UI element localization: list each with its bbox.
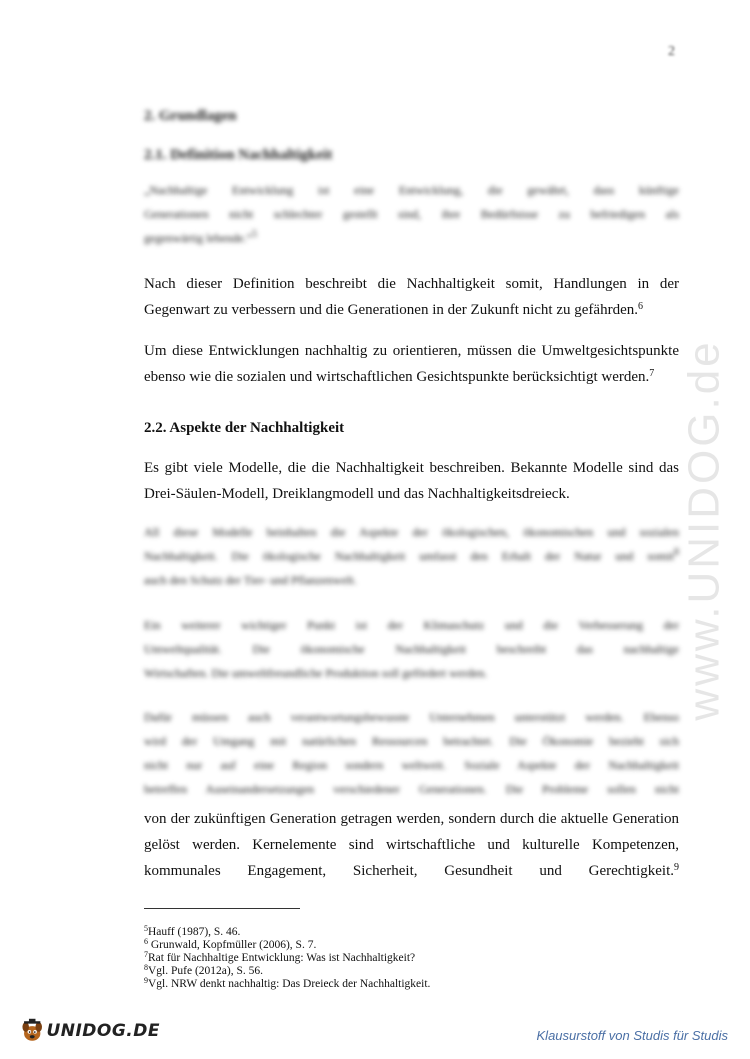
paragraph-orientation: [144, 338, 679, 390]
paragraph-line: betreffen Auseinandersetzungen verschiedener Generationen. Die Probleme sollen nicht: [144, 782, 679, 796]
paragraph-line: Gegenwart zu verbessern und die Generationen in der Zukunft nicht zu gefährden.$^6$: [144, 301, 643, 318]
quote-line: Generationen nicht schlechter gestellt sind, ihre Bedürfnisse zu befriedigen als: [144, 207, 679, 221]
quote-line: gegenwärtig lebende.“$^5$: [144, 229, 257, 245]
blurred-paragraph-economy: [144, 705, 679, 801]
paragraph-line: Wirtschaften. Die umweltfreundliche Produktion soll gefördert werden.: [144, 666, 488, 680]
paragraph-line: Nach dieser Definition beschreibt die Nachhaltigkeit somit, Handlungen in der: [144, 276, 679, 292]
paragraph-line: wird der Umgang mit natürlichen Ressourcen betrachtet. Die Ökonomie bezieht sich: [144, 734, 679, 748]
unidog-logo[interactable]: [20, 1014, 160, 1048]
dog-icon: [20, 1016, 44, 1046]
paragraph-line: Um diese Entwicklungen nachhaltig zu orientieren, müssen die Umweltgesichtspunkte: [144, 343, 679, 359]
footnotes: [144, 926, 430, 991]
paragraph-line: Drei-Säulen-Modell, Dreiklangmodell und das Nachhaltigkeitsdreieck.: [144, 486, 570, 502]
footnote: $^7$Rat für Nachhaltige Entwicklung: Was ist Nachhaltigkeit?: [144, 950, 416, 964]
paragraph-line: nicht nur auf eine Region sondern weltweit. Soziale Aspekte der Nachhaltigkeit: [144, 758, 679, 772]
paragraph-line: Es gibt viele Modelle, die die Nachhaltigkeit beschreiben. Bekannte Modelle sind das: [144, 460, 679, 476]
subsection-heading-definition: 2.1. Definition Nachhaltigkeit: [144, 147, 333, 163]
paragraph-line: Umweltqualität. Die ökonomische Nachhaltigkeit beschreibt das nachhaltige: [144, 642, 679, 656]
paragraph-line: Dafür müssen auch verantwortungsbewusste Unternehmen unterstützt werden. Ebenso: [144, 710, 679, 724]
paragraph-line: kommunales Engagement, Sicherheit, Gesundheit und Gerechtigkeit.$^9$: [144, 862, 679, 879]
blurred-paragraph-ecology: [144, 520, 679, 592]
footnote: $^9$Vgl. NRW denkt nachhaltig: Das Dreieck der Nachhaltigkeit.: [144, 976, 431, 990]
footnote: $^8$Vgl. Pufe (2012a), S. 56.: [144, 963, 263, 977]
quote-line: „Nachhaltige Entwicklung ist eine Entwicklung, die gewährt, dass künftige: [144, 183, 679, 197]
definition-quote: [144, 178, 679, 250]
paragraph-line: auch den Schutz der Tier- und Pflanzenwelt.: [144, 573, 357, 587]
footnote-ref: 6: [637, 301, 643, 312]
paragraph-line: Nachhaltigkeit. Die ökologische Nachhaltigkeit umfasst den Erhalt der Natur und somit$^8$: [144, 547, 679, 563]
footnote-ref: 9: [674, 862, 679, 873]
blurred-paragraph-climate: [144, 613, 679, 685]
section-heading: 2. Grundlagen: [144, 108, 237, 124]
paragraph-social: [144, 806, 679, 884]
footnote-divider: [144, 908, 300, 909]
paragraph-line: gelöst werden. Kernelemente sind wirtschaftliche und kulturelle Kompetenzen,: [144, 837, 679, 853]
paragraph-models: [144, 455, 679, 507]
subsection-heading-aspects: 2.2. Aspekte der Nachhaltigkeit: [144, 420, 345, 436]
paragraph-line: All diese Modelle beinhalten die Aspekte der ökologischen, ökonomischen und sozialen: [144, 525, 679, 539]
footnote-ref: 8: [674, 547, 679, 558]
paragraph-definition: [144, 271, 679, 323]
logo-text: UNIDOG.DE: [46, 1021, 160, 1041]
footnote-ref: 5: [251, 229, 257, 240]
page-number: 2: [668, 44, 675, 59]
footnote-ref: 7: [649, 368, 655, 379]
footnote: $^5$Hauff (1987), S. 46.: [144, 924, 241, 938]
watermark: www.UNIDOG.de: [680, 339, 730, 721]
footnote: $^6$ Grunwald, Kopfmüller (2006), S. 7.: [144, 937, 317, 951]
paragraph-line: Ein weiterer wichtiger Punkt ist der Klimaschutz und die Verbesserung der: [144, 618, 679, 632]
paragraph-line: von der zukünftigen Generation getragen werden, sondern durch die aktuelle Generation: [144, 811, 679, 827]
paragraph-line: ebenso wie die sozialen und wirtschaftlichen Gesichtspunkte berücksichtigt werden.$^7$: [144, 368, 655, 385]
footer-tagline: Klausurstoff von Studis für Studis: [536, 1028, 728, 1043]
